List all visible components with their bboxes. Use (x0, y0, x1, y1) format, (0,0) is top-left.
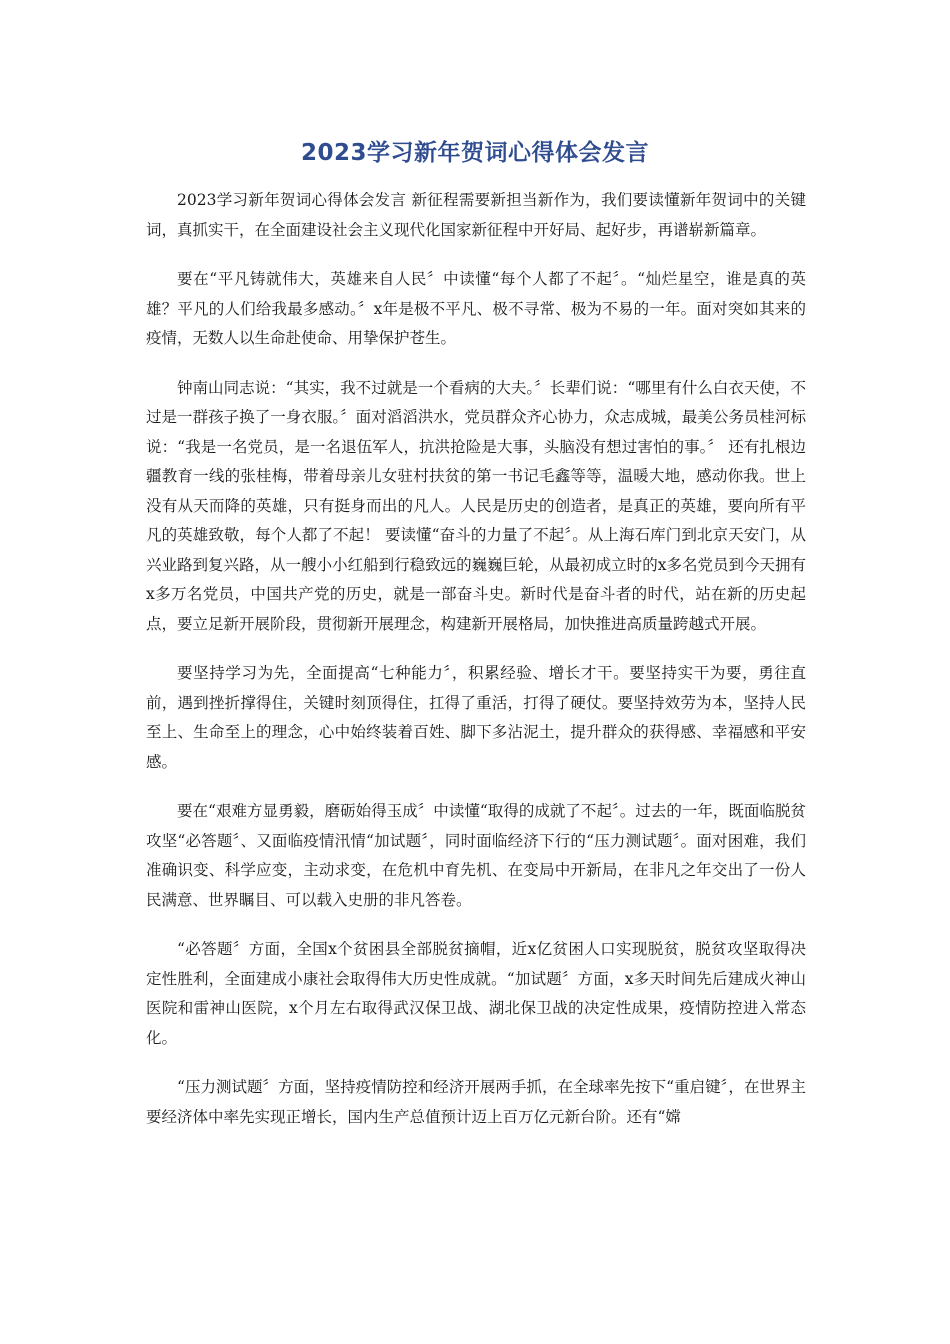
paragraph: 要在“平凡铸就伟大，英雄来自人民〞中读懂“每个人都了不起〞。“灿烂星空，谁是真的英雄？平凡的人们给我最多感动。〞x年是极不平凡、极不寻常、极为不易的一年。面对突如其来的疫情，无数人以生命赴使命、用挚保护苍生。 (146, 270, 806, 347)
document-body (146, 186, 806, 1152)
paragraph: 2023学习新年贺词心得体会发言 新征程需要新担当新作为，我们要读懂新年贺词中的关键词，真抓实干，在全面建设社会主义现代化国家新征程中开好局、起好步，再谱崭新篇章。 (146, 191, 806, 239)
paragraph: 要坚持学习为先，全面提高“七种能力〞，积累经验、增长才干。要坚持实干为要，勇往直前，遇到挫折撑得住，关键时刻顶得住，扛得了重活，打得了硬仗。要坚持效劳为本，坚持人民至上、生命至上的理念，心中始终装着百姓、脚下多沾泥土，提升群众的获得感、幸福感和平安感。 (146, 664, 806, 771)
document-title: 2023学习新年贺词心得体会发言 (300, 140, 649, 166)
paragraph: “必答题〞方面，全国x个贫困县全部脱贫摘帽，近x亿贫困人口实现脱贫，脱贫攻坚取得决定性胜利，全面建成小康社会取得伟大历史性成就。“加试题〞方面，x多天时间先后建成火神山医院和雷神山医院，x个月左右取得武汉保卫战、湖北保卫战的决定性成果，疫情防控进入常态化。 (146, 940, 806, 1047)
paragraph: 钟南山同志说：“其实，我不过就是一个看病的大夫。〞长辈们说：“哪里有什么白衣天使，不过是一群孩子换了一身衣服。〞面对滔滔洪水，党员群众齐心协力，众志成城，最美公务员桂河标说：“我是一名党员，是一名退伍军人，抗洪抢险是大事，头脑没有想过害怕的事。〞 还有扎根边疆教育一线的张桂梅，带着母亲儿女驻村扶贫的第一书记毛鑫等等，温暖大地，感动你我。世上没有从天而降的英雄，只有挺身而出的凡人。人民是历史的创造者，是真正的英雄，要向所有平凡的英雄致敬，每个人都了不起！ 要读懂“奋斗的力量了不起〞。从上海石库门到北京天安门，从兴业路到复兴路，从一艘小小红船到行稳致远的巍巍巨轮，从最初成立时的x多名党员到今天拥有x多万名党员，中国共产党的历史，就是一部奋斗史。新时代是奋斗者的时代，站在新的历史起点，要立足新开展阶段，贯彻新开展理念，构建新开展格局，加快推进高质量跨越式开展。 (146, 378, 806, 633)
paragraph: 要在“艰难方显勇毅，磨砺始得玉成〞中读懂“取得的成就了不起〞。过去的一年，既面临脱贫攻坚“必答题〞、又面临疫情汛情“加试题〞，同时面临经济下行的“压力测试题〞。面对困难，我们准确识变、科学应变，主动求变，在危机中育先机、在变局中开新局，在非凡之年交出了一份人民满意、世界瞩目、可以载入史册的非凡答卷。 (146, 802, 806, 909)
paragraph: “压力测试题〞方面，坚持疫情防控和经济开展两手抓，在全球率先按下“重启键〞，在世界主要经济体中率先实现正增长，国内生产总值预计迈上百万亿元新台阶。还有“嫦 (146, 1078, 806, 1126)
